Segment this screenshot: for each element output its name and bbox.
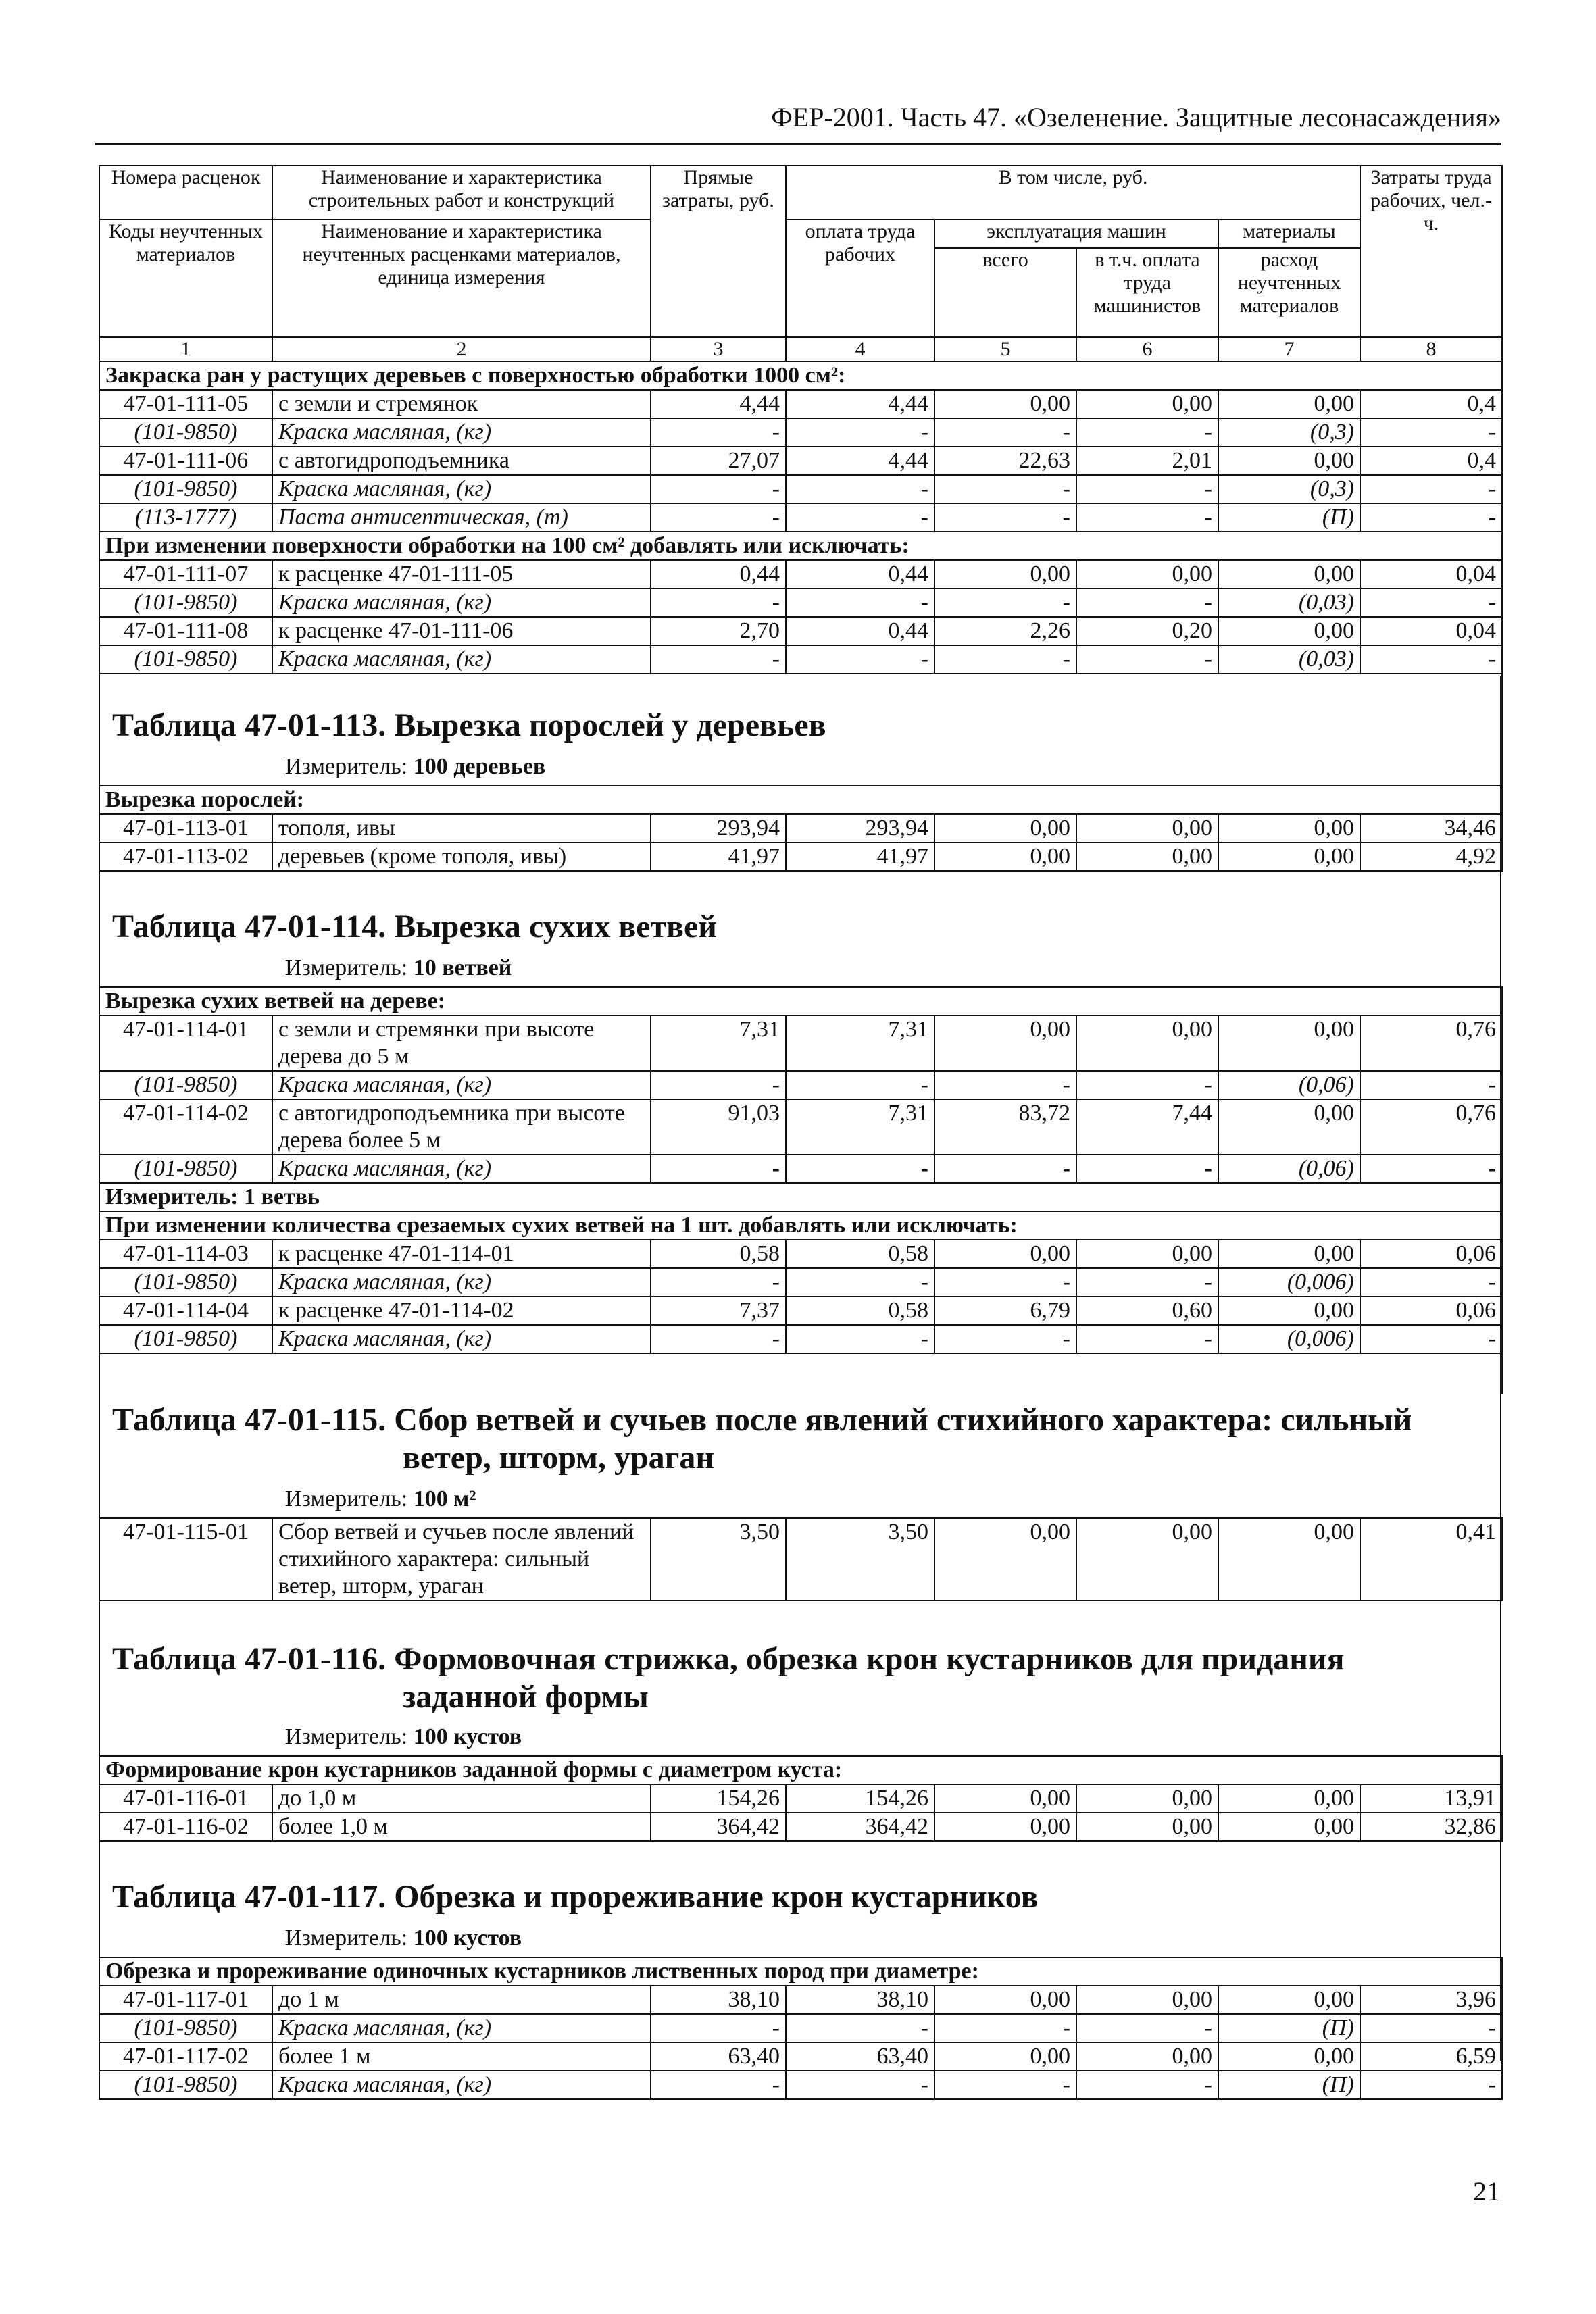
col-head-machines: эксплуатация машин (934, 220, 1218, 248)
measure-label: Измеритель: (285, 1724, 408, 1749)
table-row (99, 842, 1502, 871)
rate-value: 0,00 (934, 1813, 1076, 1841)
rate-value: 4,44 (786, 390, 934, 418)
rate-value: 293,94 (651, 814, 786, 842)
rate-value: - (651, 503, 786, 532)
rate-code: (101-9850) (99, 645, 272, 674)
rate-name: более 1 м (272, 2042, 651, 2071)
rate-code: (101-9850) (99, 1325, 272, 1353)
rate-value: 0,04 (1360, 560, 1502, 588)
col-head-code-1: Номера расценок (99, 166, 272, 220)
col-head-m-total: всего (934, 248, 1076, 337)
rate-code: (101-9850) (99, 1268, 272, 1297)
rate-value: 154,26 (651, 1784, 786, 1813)
rate-value: 22,63 (934, 447, 1076, 475)
section-heading: Вырезка порослей: (99, 786, 1502, 814)
rate-value: 0,00 (1076, 842, 1218, 871)
rate-value: (П) (1218, 2014, 1360, 2042)
rate-code: (101-9850) (99, 2071, 272, 2099)
measure-label: Измеритель: (285, 1926, 408, 1951)
rate-code: (101-9850) (99, 475, 272, 503)
rate-value: 0,00 (1076, 2042, 1218, 2071)
rate-name: Краска масляная, (кг) (272, 1268, 651, 1297)
rate-value: 0,44 (786, 617, 934, 645)
rate-value: (0,03) (1218, 588, 1360, 617)
col-num: 2 (272, 337, 651, 361)
rate-value: 2,26 (934, 617, 1076, 645)
rate-value: - (1076, 418, 1218, 447)
col-num: 4 (786, 337, 934, 361)
rate-value: - (934, 588, 1076, 617)
rate-code: 47-01-117-02 (99, 2042, 272, 2071)
rate-value: 0,00 (1218, 617, 1360, 645)
rate-value: 0,00 (934, 1986, 1076, 2014)
rate-value: 4,92 (1360, 842, 1502, 871)
rate-value: 0,00 (1218, 1986, 1360, 2014)
rate-value: 0,58 (651, 1240, 786, 1268)
rate-value: - (786, 2071, 934, 2099)
rate-value: 0,06 (1360, 1297, 1502, 1325)
rate-value: - (786, 1268, 934, 1297)
table-title (112, 1401, 1501, 1477)
measure-line (285, 1926, 522, 1951)
rate-value: - (934, 2014, 1076, 2042)
rate-value: 0,00 (1218, 1240, 1360, 1268)
rate-value: 0,00 (1076, 1240, 1218, 1268)
rate-value: 63,40 (786, 2042, 934, 2071)
rate-value: 27,07 (651, 447, 786, 475)
col-head-direct: Прямые затраты, руб. (651, 166, 786, 337)
rate-name: к расценке 47-01-114-02 (272, 1297, 651, 1325)
col-head-wage: оплата труда рабочих (786, 220, 934, 337)
frame-left-line (99, 676, 100, 2061)
rate-value: - (651, 1268, 786, 1297)
table-row (99, 560, 1502, 588)
rate-code: (113-1777) (99, 503, 272, 532)
col-head-mat-use: расход неучтенных материалов (1218, 248, 1360, 337)
rate-value: 0,4 (1360, 390, 1502, 418)
rate-value: 0,00 (1076, 560, 1218, 588)
rate-name: Паста антисептическая, (т) (272, 503, 651, 532)
rate-value: - (1076, 475, 1218, 503)
rate-value: - (934, 645, 1076, 674)
col-head-labor: Затраты труда рабочих, чел.-ч. (1360, 166, 1502, 337)
material-row (99, 1268, 1502, 1297)
rate-value: 13,91 (1360, 1784, 1502, 1813)
rate-name: с автогидроподъемника (272, 447, 651, 475)
rate-value: 0,00 (1076, 1784, 1218, 1813)
rate-value: 4,44 (786, 447, 934, 475)
col-num: 8 (1360, 337, 1502, 361)
rate-value: - (934, 418, 1076, 447)
rate-code: (101-9850) (99, 418, 272, 447)
rate-value: - (651, 2071, 786, 2099)
rate-name: к расценке 47-01-111-05 (272, 560, 651, 588)
material-row (99, 1325, 1502, 1353)
measure-value: 100 кустов (413, 1926, 522, 1951)
rate-value: - (934, 2071, 1076, 2099)
rate-value: 0,00 (1218, 2042, 1360, 2071)
material-row (99, 645, 1502, 674)
rate-value: 41,97 (651, 842, 786, 871)
col-num: 5 (934, 337, 1076, 361)
section-heading: При изменении количества срезаемых сухих ветвей на 1 шт. добавлять или исключать: (99, 1211, 1502, 1240)
table-title-line-2: ветер, шторм, ураган (403, 1440, 715, 1476)
rate-code: (101-9850) (99, 2014, 272, 2042)
table-row (99, 814, 1502, 842)
rate-name: Краска масляная, (кг) (272, 1325, 651, 1353)
rate-value: 7,37 (651, 1297, 786, 1325)
rate-value: 0,60 (1076, 1297, 1218, 1325)
section-heading: Вырезка сухих ветвей на дереве: (99, 987, 1502, 1015)
rate-code: 47-01-113-02 (99, 842, 272, 871)
table-row: (101-9850) Краска масляная, (кг) - - - - (0,06) - (99, 1071, 1502, 1099)
rate-name: к расценке 47-01-114-01 (272, 1240, 651, 1268)
rate-value: 63,40 (651, 2042, 786, 2071)
section-heading: Формирование крон кустарников заданной формы с диаметром куста: (99, 1756, 1502, 1784)
col-head-m-wage: в т.ч. оплата труда машинистов (1076, 248, 1218, 337)
rate-value: - (1360, 1268, 1502, 1297)
rate-value: - (651, 418, 786, 447)
rate-value: - (1360, 475, 1502, 503)
measure-label: Измеритель: (285, 955, 408, 980)
rate-value: - (651, 645, 786, 674)
rate-value: 0,00 (934, 814, 1076, 842)
rate-name: тополя, ивы (272, 814, 651, 842)
rate-value: 0,44 (786, 560, 934, 588)
measure-line (285, 1724, 522, 1750)
table-title-line-1: Таблица 47-01-116. Формовочная стрижка, обрезка крон кустарников для придания (112, 1641, 1345, 1677)
table-row (99, 617, 1502, 645)
rate-name: Краска масляная, (кг) (272, 645, 651, 674)
rate-code: 47-01-116-01 (99, 1784, 272, 1813)
col-head-code-2: Коды неучтенных материалов (99, 220, 272, 337)
rate-code: 47-01-114-04 (99, 1297, 272, 1325)
table-row (99, 1297, 1502, 1325)
rate-value: 2,01 (1076, 447, 1218, 475)
rate-value: 0,4 (1360, 447, 1502, 475)
spacer (99, 1353, 1502, 1394)
table-title (112, 1640, 1501, 1716)
measure-value: 10 ветвей (413, 955, 512, 980)
rate-value: 2,70 (651, 617, 786, 645)
rate-code: 47-01-111-05 (99, 390, 272, 418)
table-row (99, 1784, 1502, 1813)
col-num: 6 (1076, 337, 1218, 361)
measure-value: 100 деревьев (413, 754, 546, 779)
rate-value: - (1076, 2014, 1218, 2042)
table-row (99, 1240, 1502, 1268)
table-row: 47-01-114-01 с земли и стремянки при высоте дерева до 5 м 7,31 7,31 0,00 0,00 0,00 0,76 (99, 1015, 1502, 1071)
col-num: 1 (99, 337, 272, 361)
rate-value: - (1360, 588, 1502, 617)
rate-value: 6,79 (934, 1297, 1076, 1325)
measure-value: 100 кустов (413, 1724, 522, 1749)
rate-value: 0,00 (934, 842, 1076, 871)
column-header-row (99, 166, 1502, 220)
rate-value: (П) (1218, 2071, 1360, 2099)
rate-value: 0,00 (934, 2042, 1076, 2071)
measure-label: Измеритель: (285, 1486, 408, 1511)
rate-value: - (786, 645, 934, 674)
rate-code: 47-01-111-06 (99, 447, 272, 475)
table-title-line-2: заданной формы (403, 1679, 649, 1715)
section-heading: При изменении поверхности обработки на 100 см² добавлять или исключать: (99, 532, 1502, 560)
rate-value: - (786, 418, 934, 447)
rate-value: 0,00 (1218, 842, 1360, 871)
rate-name: деревьев (кроме тополя, ивы) (272, 842, 651, 871)
rate-value: 0,00 (1076, 390, 1218, 418)
rate-value: 0,00 (1076, 1986, 1218, 2014)
rate-value: 364,42 (651, 1813, 786, 1841)
table-row: (101-9850) Краска масляная, (кг) - - - - (0,06) - (99, 1155, 1502, 1183)
rate-name: Краска масляная, (кг) (272, 2014, 651, 2042)
col-num: 3 (651, 337, 786, 361)
rate-value: - (651, 588, 786, 617)
rate-value: 0,44 (651, 560, 786, 588)
rate-value: 38,10 (651, 1986, 786, 2014)
material-row (99, 588, 1502, 617)
measure-line (285, 955, 512, 981)
rate-value: - (1076, 1268, 1218, 1297)
rate-value: 0,00 (1218, 447, 1360, 475)
rate-value: 293,94 (786, 814, 934, 842)
rate-name: к расценке 47-01-111-06 (272, 617, 651, 645)
rate-code: 47-01-113-01 (99, 814, 272, 842)
measure-label: Измеритель: (285, 754, 408, 779)
rate-value: - (651, 2014, 786, 2042)
rate-name: с земли и стремянок (272, 390, 651, 418)
rate-value: 364,42 (786, 1813, 934, 1841)
frame-right-line (1500, 676, 1501, 2061)
rate-value: 0,00 (1218, 560, 1360, 588)
running-header: ФЕР-2001. Часть 47. «Озеленение. Защитные лесонасаждения» (95, 101, 1501, 145)
col-head-name-1: Наименование и характеристика строительных работ и конструкций (272, 166, 651, 220)
rate-value: - (934, 475, 1076, 503)
rate-value: 38,10 (786, 1986, 934, 2014)
rate-value: - (786, 2014, 934, 2042)
rate-value: - (934, 1325, 1076, 1353)
rate-value: 0,00 (1218, 1784, 1360, 1813)
rate-value: (0,006) (1218, 1325, 1360, 1353)
table-47-01-115 (99, 1517, 1503, 1601)
table-title: Таблица 47-01-117. Обрезка и прореживание крон кустарников (112, 1879, 1039, 1915)
rate-value: - (1076, 2071, 1218, 2099)
rate-value: 41,97 (786, 842, 934, 871)
col-head-name-2: Наименование и характеристика неучтенных расценками материалов, единица измерения (272, 220, 651, 337)
rate-value: (0,03) (1218, 645, 1360, 674)
rate-value: 0,04 (1360, 617, 1502, 645)
rate-value: - (1360, 2071, 1502, 2099)
col-head-materials: материалы (1218, 220, 1360, 248)
rate-value: 0,58 (786, 1297, 934, 1325)
rate-code: (101-9850) (99, 588, 272, 617)
table-row (99, 390, 1502, 418)
measure-line (285, 1486, 476, 1512)
rate-value: - (1360, 1325, 1502, 1353)
rate-value: 0,00 (934, 390, 1076, 418)
rate-value: - (651, 1325, 786, 1353)
section-heading: Обрезка и прореживание одиночных кустарников лиственных пород при диаметре: (99, 1957, 1502, 1986)
material-row (99, 503, 1502, 532)
material-row (99, 475, 1502, 503)
rate-name: Краска масляная, (кг) (272, 2071, 651, 2099)
rate-value: 0,00 (1076, 814, 1218, 842)
rate-name: Краска масляная, (кг) (272, 418, 651, 447)
rate-name: Краска масляная, (кг) (272, 588, 651, 617)
material-row (99, 418, 1502, 447)
material-row (99, 2014, 1502, 2042)
rate-name: до 1,0 м (272, 1784, 651, 1813)
rate-value: - (934, 503, 1076, 532)
rate-value: (0,3) (1218, 418, 1360, 447)
rate-value: 4,44 (651, 390, 786, 418)
table-47-01-116 (99, 1755, 1503, 1842)
rate-value: - (786, 503, 934, 532)
rate-value: - (1360, 2014, 1502, 2042)
table-title: Таблица 47-01-114. Вырезка сухих ветвей (112, 909, 717, 945)
rate-value: (0,3) (1218, 475, 1360, 503)
rate-value: - (1076, 1325, 1218, 1353)
column-number-row (99, 337, 1502, 361)
rate-name: Краска масляная, (кг) (272, 475, 651, 503)
section-heading: Закраска ран у растущих деревьев с поверхностью обработки 1000 см²: (99, 361, 1502, 390)
rate-value: (П) (1218, 503, 1360, 532)
material-row (99, 2071, 1502, 2099)
rate-value: 0,58 (786, 1240, 934, 1268)
rate-value: - (651, 475, 786, 503)
rate-value: 6,59 (1360, 2042, 1502, 2071)
rate-name: более 1,0 м (272, 1813, 651, 1841)
table-title-line-1: Таблица 47-01-115. Сбор ветвей и сучьев после явлений стихийного характера: сильный (112, 1402, 1412, 1438)
rate-value: 0,00 (934, 560, 1076, 588)
col-num: 7 (1218, 337, 1360, 361)
rate-value: 0,00 (1218, 1813, 1360, 1841)
measure-line: Измеритель: 1 ветвь (99, 1183, 1502, 1211)
rate-value: - (934, 1268, 1076, 1297)
rate-name: до 1 м (272, 1986, 651, 2014)
rate-value: - (786, 588, 934, 617)
table-47-01-117 (99, 1957, 1503, 2100)
page-number: 21 (1473, 2176, 1500, 2207)
rate-value: 0,00 (1218, 814, 1360, 842)
rate-value: - (786, 475, 934, 503)
col-head-incl: В том числе, руб. (786, 166, 1360, 220)
rate-value: - (786, 1325, 934, 1353)
table-row: 47-01-115-01 Сбор ветвей и сучьев после явлений стихийного характера: сильный ветер, шторм, ураган 3,50 3,50 0,00 0,00 0,00 0,41 (99, 1518, 1502, 1601)
table-row (99, 1813, 1502, 1841)
rate-value: 0,00 (934, 1784, 1076, 1813)
rate-code: 47-01-117-01 (99, 1986, 272, 2014)
rate-code: 47-01-116-02 (99, 1813, 272, 1841)
rate-value: - (1076, 503, 1218, 532)
measure-value: 100 м² (413, 1486, 476, 1511)
rate-value: (0,006) (1218, 1268, 1360, 1297)
table-47-01-114 (99, 986, 1503, 1394)
rate-value: 0,00 (1218, 390, 1360, 418)
rate-value: 32,86 (1360, 1813, 1502, 1841)
rate-value: 0,00 (1218, 1297, 1360, 1325)
rate-value: 0,00 (934, 1240, 1076, 1268)
rate-value: - (1076, 645, 1218, 674)
rate-code: 47-01-114-03 (99, 1240, 272, 1268)
rate-value: 3,96 (1360, 1986, 1502, 2014)
table-title: Таблица 47-01-113. Вырезка порослей у деревьев (112, 707, 826, 743)
rate-code: 47-01-111-07 (99, 560, 272, 588)
measure-line (285, 754, 545, 780)
table-row (99, 447, 1502, 475)
rate-value: 154,26 (786, 1784, 934, 1813)
rate-code: 47-01-111-08 (99, 617, 272, 645)
rate-value: 0,20 (1076, 617, 1218, 645)
table-row (99, 2042, 1502, 2071)
rate-value: 34,46 (1360, 814, 1502, 842)
table-47-01-113 (99, 785, 1503, 872)
rate-value: - (1076, 588, 1218, 617)
table-row (99, 1986, 1502, 2014)
rate-value: 0,00 (1076, 1813, 1218, 1841)
table-row: 47-01-114-02 с автогидроподъемника при высоте дерева более 5 м 91,03 7,31 83,72 7,44 0,00 0,76 (99, 1099, 1502, 1155)
rate-value: - (1360, 503, 1502, 532)
rate-value: - (1360, 645, 1502, 674)
rate-value: - (1360, 418, 1502, 447)
rate-value: 0,06 (1360, 1240, 1502, 1268)
